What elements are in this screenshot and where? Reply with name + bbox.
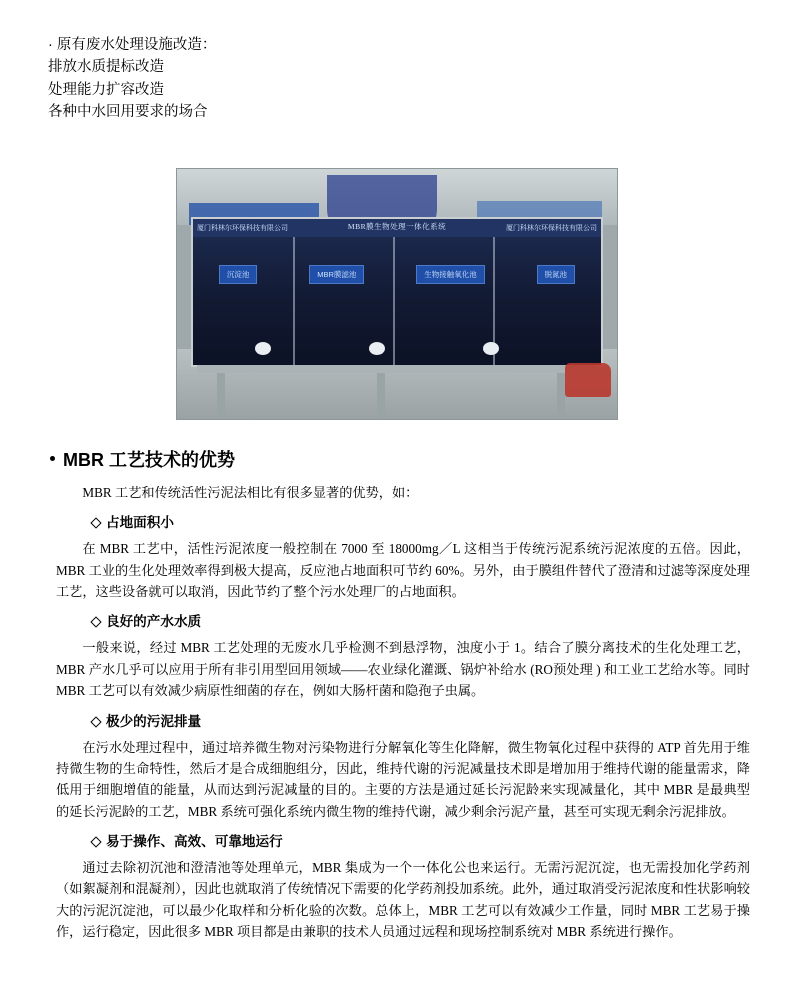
tank-label-1: MBR膜滤池 xyxy=(309,265,364,284)
tank-header-left: 厦门科林尔环保科技有限公司 xyxy=(197,224,288,232)
bullet-icon xyxy=(50,456,55,461)
subsection-title-2 xyxy=(92,711,750,733)
section-heading-label: MBR 工艺技术的优势 xyxy=(63,449,235,470)
intro-line-3: 各种中水回用要求的场合 xyxy=(48,104,208,121)
subsection-para-3: 通过去除初沉池和澄清池等处理单元，MBR 集成为一个一体化公也来运行。无需污泥沉淀，也无需投加化学药剂（如絮凝剂和混凝剂），因此也就取消了传统情况下需要的化学药剂投加系统。此外，通过取消受污泥浓度和性状影响较大的污泥沉淀池，可以最少化取样和分析化验的次数。总体上，MBR 工艺可以有效减少工作量，同时 MBR 工艺易于操作，运行稳定，因此很多 MBR 项目都是由兼职的技术人员通过远程和现场控制系统对 MBR 系统进行操作。 xyxy=(56,860,750,940)
tank-header-right: 厦门科林尔环保科技有限公司 xyxy=(506,224,597,232)
photo-tank-divider-1 xyxy=(293,237,295,369)
subsection-para-2: 在污水处理过程中，通过培养微生物对污染物进行分解氧化等生化降解，微生物氧化过程中获得的 ATP 首先用于维持微生物的生命特性，然后才是合成细胞组分，因此，维持代谢的污泥减量技术即是增加用于维持代谢的能量需求，降低用于细胞增值的能量，从而达到污泥减量的目的。主要的方法是通过延长污泥龄来实现减量化，其中 MBR 是最典型的延长污泥龄的工艺，MBR 系统可强化系统内微生物的维持代谢，减少剩余污泥产量，甚至可实现无剩余污泥排放。 xyxy=(56,739,750,819)
section-body xyxy=(56,482,750,943)
intro-line-0: · 原有废水处理设施改造： xyxy=(48,37,217,53)
diamond-icon xyxy=(90,518,101,529)
diamond-icon xyxy=(90,836,101,847)
subsection-label-3: 易于操作、高效、可靠地运行 xyxy=(106,834,283,850)
subsection-title-1 xyxy=(92,611,750,633)
tank-label-0: 沉淀池 xyxy=(219,265,258,284)
photo-tank-stand xyxy=(197,365,597,373)
photo-stand-leg-2 xyxy=(377,373,385,417)
tank-label-3: 脱氮池 xyxy=(537,265,576,284)
photo-tank-ball-3 xyxy=(483,342,499,355)
subsection-title-0 xyxy=(92,512,750,534)
photo-stand-leg-1 xyxy=(217,373,225,417)
photo-tank xyxy=(191,217,603,367)
subsection-title-3 xyxy=(92,831,750,853)
figure-wrap xyxy=(34,168,760,420)
tank-label-2: 生物接触氧化池 xyxy=(416,265,485,284)
photo-tank-ball-2 xyxy=(369,342,385,355)
photo-tank-labels xyxy=(193,265,601,284)
intro-line-2: 处理能力扩容改造 xyxy=(48,81,164,98)
photo-red-vehicle xyxy=(565,363,611,397)
photo-stand-leg-3 xyxy=(557,373,565,417)
page-title xyxy=(48,446,760,472)
photo-tank-divider-2 xyxy=(393,237,395,369)
subsection-label-0: 占地面积小 xyxy=(106,515,174,531)
intro-line-1: 排放水质提标改造 xyxy=(48,59,164,76)
photo-tank-ball-1 xyxy=(255,342,271,355)
subsection-para-1: 一般来说，经过 MBR 工艺处理的无废水几乎检测不到悬浮物，浊度小于 1。结合了膜分离技术的生化处理工艺，MBR 产水几乎可以应用于所有非引用型回用领域——农业绿化灌溉、锅炉补给水 (RO预处理 ) 和工业工艺给水等。同时 MBR 工艺可以有效减少病原性细菌的存在，例如大肠杆菌和隐孢子虫属。 xyxy=(56,640,750,699)
intro-block xyxy=(48,34,760,124)
subsection-label-2: 极少的污泥排量 xyxy=(106,713,202,729)
diamond-icon xyxy=(90,617,101,628)
subsection-para-0: 在 MBR 工艺中，活性污泥浓度一般控制在 7000 至 18000mg／L 这相当于传统污泥系统污泥浓度的五倍。因此，MBR 工业的生化处理效率得到极大提高，反应池占地面积可节约 60%。另外，由于膜组件替代了澄清和过滤等深度处理工艺，这些设备就可以取消，因此节约了整个污水处理厂的占地面积。 xyxy=(56,541,750,600)
subsection-label-1: 良好的产水水质 xyxy=(106,614,202,630)
photo-tank-title: MBR膜生物处理一体化系统 xyxy=(347,221,447,231)
diamond-icon xyxy=(90,716,101,727)
mbr-equipment-photo xyxy=(176,168,618,420)
section-lead: MBR 工艺和传统活性污泥法相比有很多显著的优势，如： xyxy=(82,484,419,500)
